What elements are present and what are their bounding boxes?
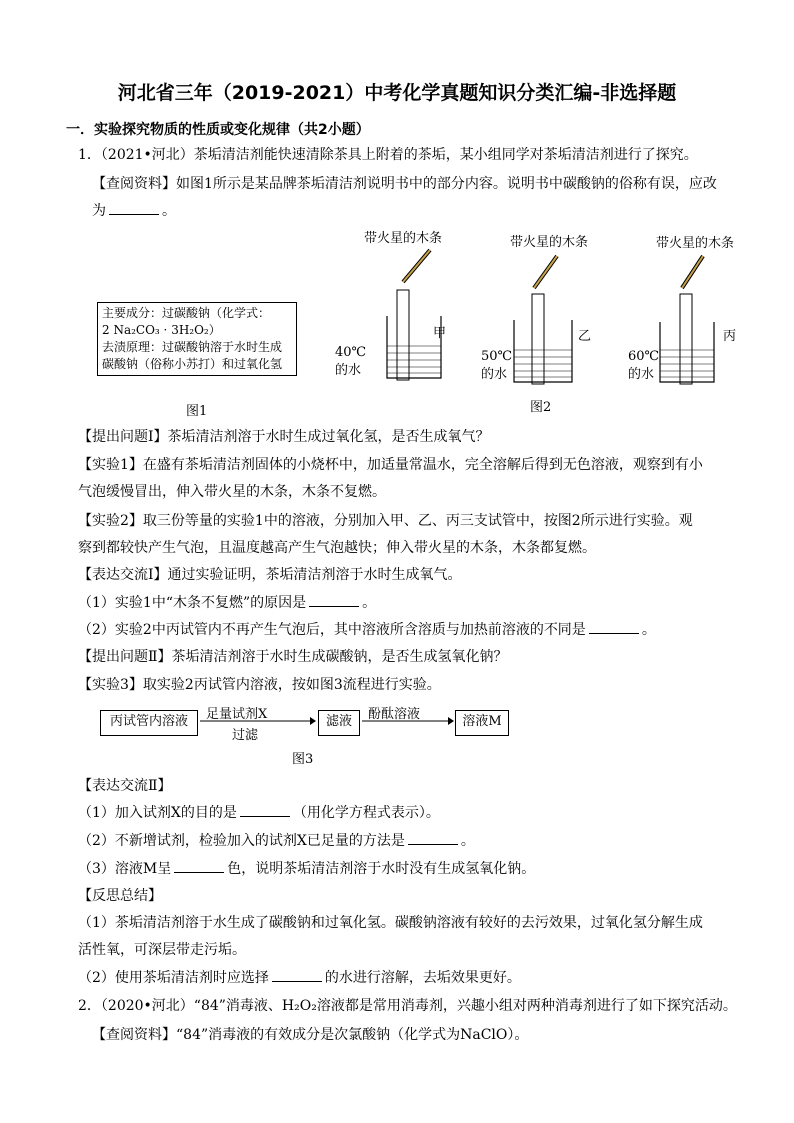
q1-sub-1: [78, 594, 376, 612]
answer-blank[interactable]: [272, 969, 322, 982]
flow-box-solution-m: 溶液M: [455, 710, 509, 736]
text: 。: [641, 622, 656, 638]
water-label-60: 60℃ 的水: [628, 349, 660, 382]
q1-intro: 1．（2021•河北）茶垢清洁剂能快速清除茶具上附着的茶垢，某小组同学对茶垢清洁剂进行了探究。: [78, 147, 698, 163]
q1-exp2-line1: 【实验2】取三份等量的实验1中的溶液，分别加入甲、乙、丙三支试管中，按图2所示进行实验。观: [78, 513, 693, 529]
tube-label-yi: 乙: [578, 329, 592, 344]
fig1-line: 2 Na₂CO₃ · 3H₂O₂）: [102, 323, 221, 337]
text: （2）使用茶垢清洁剂时应选择: [78, 970, 269, 986]
text: （1）实验1中“木条不复燃”的原因是: [78, 595, 307, 611]
q1-question-2: 【提出问题Ⅱ】茶垢清洁剂溶于水时生成碳酸钠，是否生成氢氧化钠？: [78, 649, 508, 665]
flow-arrow1-top: 足量试剂X: [206, 707, 268, 722]
text: 为: [92, 203, 106, 219]
q1-reflect-1a: （1）茶垢清洁剂溶于水生成了碳酸钠和过氧化氢。碳酸钠溶液有较好的去污效果，过氧化氢分解生成: [78, 915, 703, 931]
fig1-caption: 图1: [186, 404, 208, 419]
stick-label-3: 带火星的木条: [656, 236, 735, 251]
text: 色，说明茶垢清洁剂溶于水时没有生成氢氧化钠。: [227, 861, 536, 877]
beaker-setup-2: [512, 256, 582, 396]
beaker-setup-3: [658, 256, 728, 396]
text: （2）实验2中丙试管内不再产生气泡后，其中溶液所含溶质与加热前溶液的不同是: [78, 622, 586, 638]
fig1-line: 主要成分：过碳酸钠（化学式：: [102, 306, 271, 320]
text: （3）溶液M呈: [78, 861, 172, 877]
text: 。: [362, 595, 377, 611]
q2-info: 【查阅资料】“84”消毒液的有效成分是次氯酸钠（化学式为NaClO）。: [92, 1027, 529, 1043]
flow-box-filtrate: 滤液: [318, 710, 360, 736]
q1-sub2-3: [78, 860, 535, 878]
answer-blank[interactable]: [109, 202, 159, 215]
q1-exp1-line1: 【实验1】在盛有茶垢清洁剂固体的小烧杯中，加适量常温水，完全溶解后得到无色溶液，观察到有小: [78, 457, 703, 473]
water-label-40: 40℃ 的水: [335, 345, 367, 378]
flow-arrow2-top: 酚酞溶液: [368, 707, 421, 722]
section-heading: 一．实验探究物质的性质或变化规律（共2小题）: [66, 122, 370, 138]
tube-label-bing: 丙: [723, 329, 737, 344]
q1-express-2: 【表达交流Ⅱ】: [78, 778, 172, 794]
flow-arrow1-bottom: 过滤: [232, 728, 259, 743]
text: （1）加入试剂X的目的是: [78, 805, 237, 821]
fig1-line: 去渍原理：过碳酸钠溶于水时生成: [102, 340, 283, 354]
fig1-instruction-box: [97, 302, 297, 376]
fig3-caption: 图3: [292, 752, 314, 767]
stick-label-1: 带火星的木条: [364, 231, 443, 246]
text: （2）不新增试剂，检验加入的试剂X已足量的方法是: [78, 833, 405, 849]
text: 。: [460, 833, 475, 849]
page-title: 河北省三年（2019-2021）中考化学真题知识分类汇编-非选择题: [117, 82, 677, 104]
q1-sub-2: [78, 621, 656, 639]
q1-reflection: 【反思总结】: [78, 888, 162, 904]
stick-label-2: 带火星的木条: [510, 235, 589, 250]
answer-blank[interactable]: [589, 621, 639, 634]
q1-info-line2: [92, 202, 176, 220]
fig2-caption: 图2: [530, 400, 552, 415]
q1-reflect-1b: 活性氧，可深层带走污垢。: [78, 942, 246, 958]
tube-label-jia: 甲: [433, 326, 447, 341]
water-label-50: 50℃ 的水: [481, 349, 513, 382]
text: （用化学方程式表示）。: [292, 805, 440, 821]
q1-exp3: 【实验3】取实验2丙试管内溶液，按如图3流程进行实验。: [78, 677, 441, 693]
flow-box-tube-solution: 丙试管内溶液: [100, 710, 198, 736]
answer-blank[interactable]: [408, 832, 458, 845]
q1-reflect-2: [78, 969, 521, 987]
q1-question-1: 【提出问题Ⅰ】茶垢清洁剂溶于水时生成过氧化氢，是否生成氧气？: [78, 429, 490, 445]
flow-arrow-2: [362, 715, 454, 727]
answer-blank[interactable]: [240, 804, 290, 817]
text: 。: [162, 203, 176, 219]
q1-exp2-line2: 察到都较快产生气泡，且温度越高产生气泡越快；伸入带火星的木条，木条都复燃。: [78, 540, 596, 556]
fig1-line: 碳酸钠（俗称小苏打）和过氧化氢: [102, 357, 283, 371]
q1-sub2-1: [78, 804, 440, 822]
q1-info-line1: 【查阅资料】如图1所示是某品牌茶垢清洁剂说明书中的部分内容。说明书中碳酸钠的俗称有误，应改: [92, 176, 717, 192]
text: 的水进行溶解，去垢效果更好。: [324, 970, 521, 986]
q2-intro: 2．（2020•河北）“84”消毒液、H₂O₂溶液都是常用消毒剂，兴趣小组对两种消毒剂进行了如下探究活动。: [78, 998, 737, 1014]
q1-exp1-line2: 气泡缓慢冒出，伸入带火星的木条，木条不复燃。: [78, 484, 386, 500]
q1-express-1: 【表达交流Ⅰ】通过实验证明，茶垢清洁剂溶于水时生成氧气。: [78, 567, 462, 583]
answer-blank[interactable]: [174, 860, 224, 873]
beaker-setup-1: [385, 250, 455, 390]
q1-sub2-2: [78, 832, 475, 850]
answer-blank[interactable]: [309, 594, 359, 607]
